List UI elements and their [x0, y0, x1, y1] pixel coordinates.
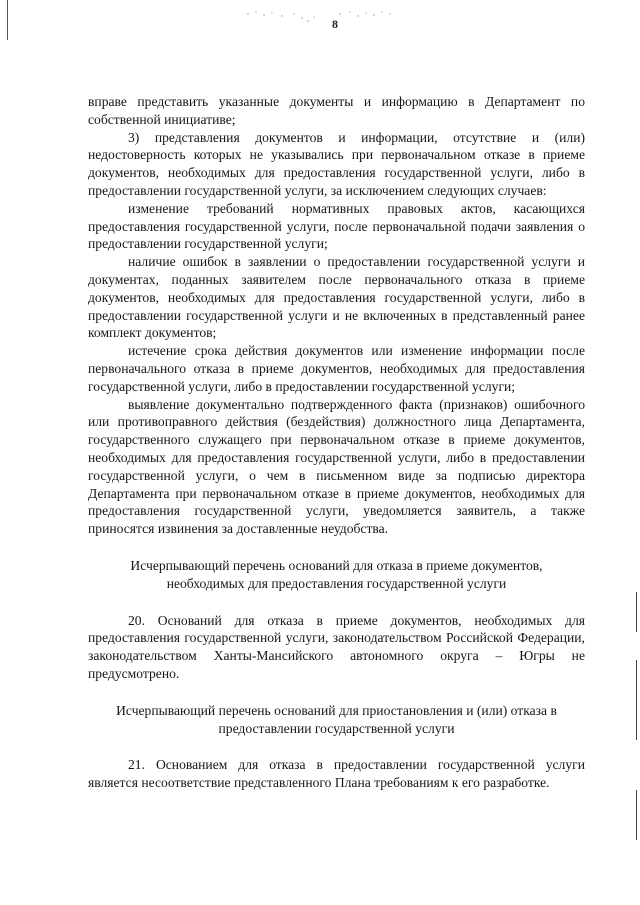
document-body	[88, 93, 585, 792]
page-number: 8	[332, 17, 338, 31]
scan-edge-left	[7, 0, 8, 40]
paragraph: вправе представить указанные документы и информацию в Департамент по собственной инициативе;	[88, 94, 585, 127]
paragraph: 21. Основанием для отказа в предоставлении государственной услуги является несоответствие представленного Плана требованиям к его разработке.	[88, 757, 585, 791]
scan-artifact	[242, 8, 402, 28]
scan-edge-right	[636, 790, 637, 840]
section-heading: Исчерпывающий перечень оснований для отказа в приеме документов, необходимых для предоставления государственной услуги	[130, 557, 543, 591]
paragraph: 3) представления документов и информации, отсутствие и (или) недостоверность которых не указывались при первоначальном отказе в приеме документов, необходимых для предоставления государственной услуги, либо в предоставлении государственной услуги, за исключением следующих случаев:	[88, 129, 585, 198]
paragraph: 20. Оснований для отказа в приеме документов, необходимых для предоставления государственной услуги, законодательством Российской Федерации, законодательством Ханты-Мансийского автономного округа – Югры не предусмотрено.	[88, 612, 585, 681]
paragraph: наличие ошибок в заявлении о предоставлении государственной услуги и документах, поданных заявителем после первоначального отказа в приеме документов, необходимых для предоставления государственной услуги, либо в предоставлении государственной услуги и не включенных в представленный ранее комплект документов;	[88, 254, 585, 341]
paragraph: изменение требований нормативных правовых актов, касающихся предоставления государственной услуги, после первоначальной подачи заявления о предоставлении государственной услуги;	[88, 200, 585, 252]
scan-edge-right	[636, 592, 637, 632]
section-heading: Исчерпывающий перечень оснований для приостановления и (или) отказа в предоставлении государственной услуги	[116, 702, 557, 736]
paragraph: выявление документально подтвержденного факта (признаков) ошибочного или противоправного действия (бездействия) должностного лица Департамента, государственного служащего при первоначальном отказе в приеме документов, необходимых для предоставления государственной услуги, либо в предоставлении государственной услуги, о чем в письменном виде за подписью директора Департамента при первоначальном отказе в приеме документов, необходимых для предоставления государственной услуги, уведомляется заявитель, а также приносятся извинения за доставленные неудобства.	[88, 396, 585, 537]
paragraph: истечение срока действия документов или изменение информации после первоначального отказа в приеме документов, необходимых для предоставления государственной услуги, либо в предоставлении государственной услуги;	[88, 343, 585, 394]
scan-edge-right	[636, 660, 637, 740]
